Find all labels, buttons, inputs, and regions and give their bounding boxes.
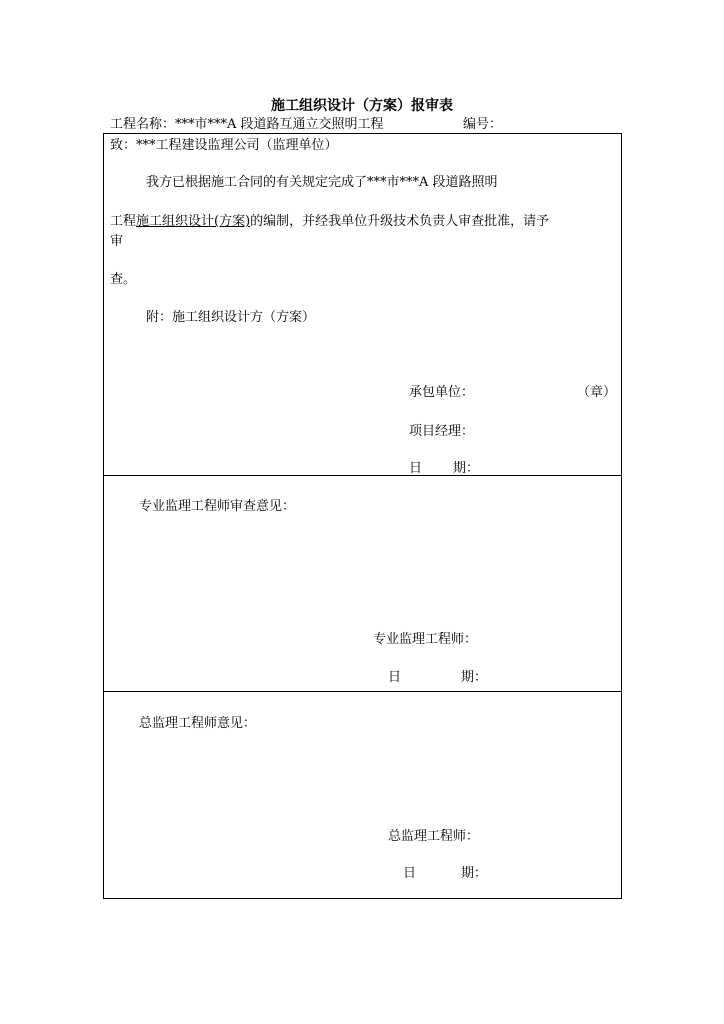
number-label: 编号： [463, 117, 503, 132]
date-label-day: 日 [409, 461, 423, 476]
chief-date-day: 日 [403, 866, 417, 881]
paragraph-line-4: 查。 [110, 272, 137, 287]
table-right-border [621, 133, 622, 898]
form-title: 施工组织设计（方案）报审表 [271, 98, 453, 114]
attachment-line: 附：施工组织设计方（方案） [146, 310, 316, 325]
date-label-period: 期： [453, 461, 480, 476]
contractor-label: 承包单位： [409, 385, 475, 400]
project-name: ***市***A 段道路互通立交照明工程 [175, 117, 384, 132]
paragraph-line-3: 审 [110, 234, 124, 249]
chief-engineer-label: 总监理工程师： [388, 829, 480, 844]
paragraph-line-2 [110, 214, 549, 230]
paragraph-line-1: 我方已根据施工合同的有关规定完成了***市***A 段道路照明 [146, 175, 498, 190]
table-bottom-border [103, 898, 622, 899]
chief-date-period: 期： [461, 866, 488, 881]
specialist-engineer-label: 专业监理工程师： [373, 632, 478, 647]
recipient-line: 致：***工程建设监理公司（监理单位） [110, 138, 338, 153]
table-left-border [103, 133, 104, 898]
seal-label: （章） [577, 385, 617, 400]
specialist-opinion-label: 专业监理工程师审查意见： [139, 499, 296, 514]
table-divider-2 [103, 691, 622, 692]
specialist-date-day: 日 [388, 670, 402, 685]
paragraph-prefix: 工程 [110, 214, 137, 229]
paragraph-suffix: 的编制，并经我单位升级技术负责人审查批准，请予 [250, 214, 550, 229]
project-manager-label: 项目经理： [409, 424, 475, 439]
table-top-border [103, 133, 622, 134]
project-name-line [110, 117, 384, 133]
project-label: 工程名称： [110, 117, 176, 132]
design-title-underlined: 施工组织设计(方案) [136, 214, 251, 229]
specialist-date-period: 期： [461, 670, 488, 685]
chief-opinion-label: 总监理工程师意见： [139, 716, 257, 731]
table-divider-1 [103, 475, 622, 476]
